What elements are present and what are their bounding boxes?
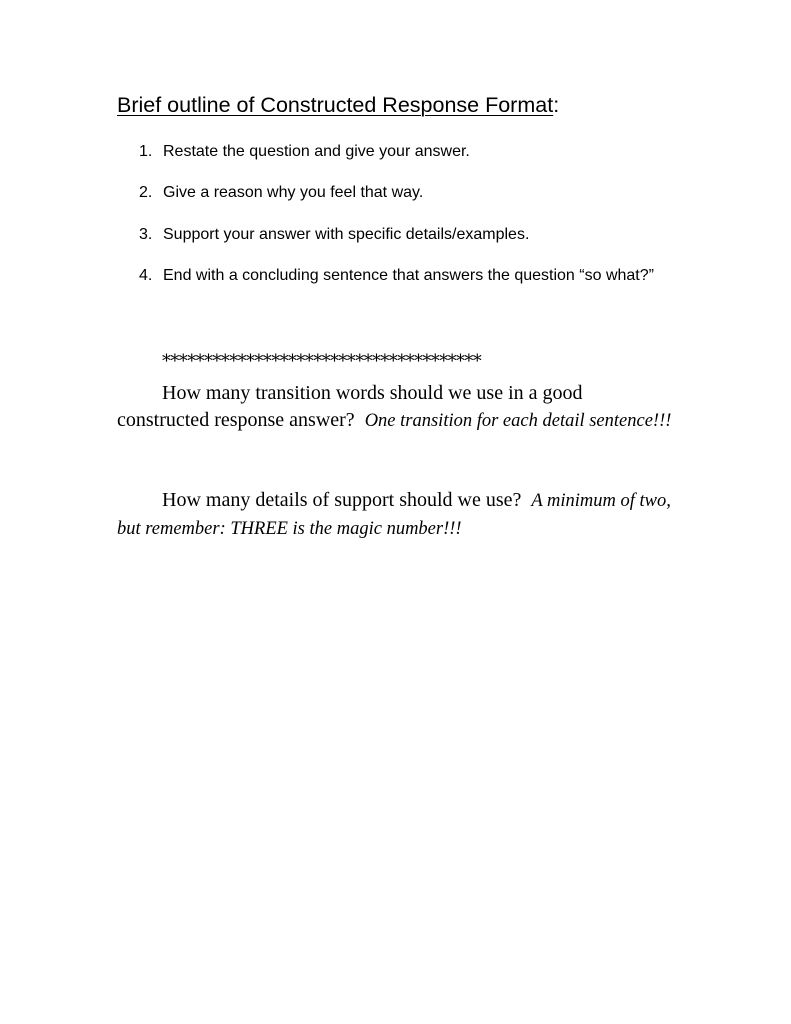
page-title-suffix: :	[553, 93, 560, 117]
step-number: 2.	[139, 184, 153, 201]
qa-question: How many transition words should we use in a good constructed response answer?	[117, 382, 583, 431]
step-text: End with a concluding sentence that answers the question “so what?”	[163, 267, 654, 284]
outline-step	[139, 265, 659, 286]
outline-step	[139, 141, 669, 162]
page-title	[117, 90, 559, 120]
step-text: Support your answer with specific details/examples.	[163, 226, 530, 243]
qa-answer: One transition for each detail sentence!!!	[364, 411, 672, 431]
qa-paragraph	[117, 487, 677, 543]
qa-answer: A minimum of two, but remember: THREE is the magic number!!!	[117, 491, 671, 539]
step-number: 1.	[139, 143, 153, 160]
outline-step	[139, 224, 669, 245]
asterisk-separator: **************************************	[162, 351, 482, 372]
step-number: 4.	[139, 267, 153, 284]
qa-paragraph	[117, 380, 677, 435]
step-number: 3.	[139, 226, 153, 243]
page-title-text: Brief outline of Constructed Response Format	[117, 93, 554, 117]
step-text: Give a reason why you feel that way.	[163, 184, 424, 201]
qa-question: How many details of support should we use?	[162, 489, 522, 511]
outline-step	[139, 182, 669, 203]
step-text: Restate the question and give your answer.	[163, 143, 470, 160]
